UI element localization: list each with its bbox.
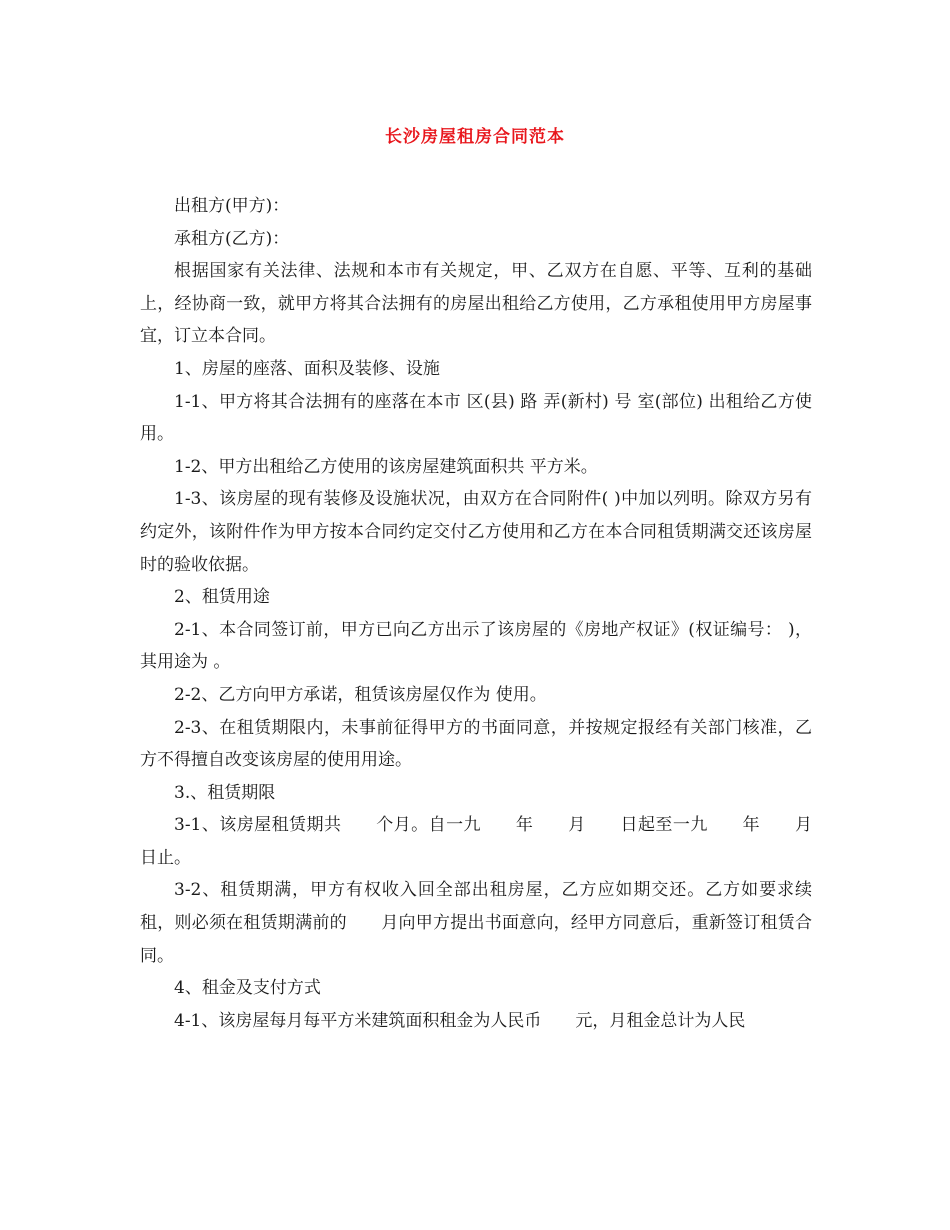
clause-2-3: 2-3、在租赁期限内，未事前征得甲方的书面同意，并按规定报经有关部门核准，乙方不得擅自改变该房屋的使用用途。: [140, 717, 812, 771]
clause-2-2: 2-2、乙方向甲方承诺，租赁该房屋仅作为 使用。: [174, 684, 547, 705]
section-heading-2: 2、租赁用途: [174, 587, 270, 608]
section-heading-3: 3.、租赁期限: [174, 782, 276, 803]
clause-1-3: 1-3、该房屋的现有装修及设施状况，由双方在合同附件( )中加以列明。除双方另有约定外，该附件作为甲方按本合同约定交付乙方使用和乙方在本合同租赁期满交还该房屋时的验收依据。: [140, 489, 812, 575]
clause-1-2: 1-2、甲方出租给乙方使用的该房屋建筑面积共 平方米。: [174, 456, 598, 477]
section-heading-4: 4、租金及支付方式: [174, 978, 321, 999]
clause-3-1: 3-1、该房屋租赁期共 个月。自一九 年 月 日起至一九 年 月 日止。: [140, 815, 846, 868]
document-body: [140, 190, 846, 1037]
clause-lessee: 承租方(乙方)：: [174, 228, 290, 249]
clause-3-2: 3-2、租赁期满，甲方有权收入回全部出租房屋，乙方应如期交还。乙方如要求续租，则必须在租赁期满前的 月向甲方提出书面意向，经甲方同意后，重新签订租赁合同。: [140, 880, 812, 966]
clause-1-1: 1-1、甲方将其合法拥有的座落在本市 区(县) 路 弄(新村) 号 室(部位) 出租给乙方使用。: [140, 391, 812, 445]
clause-4-1: 4-1、该房屋每月每平方米建筑面积租金为人民币 元，月租金总计为人民: [174, 1010, 746, 1031]
clause-lessor: 出租方(甲方)：: [174, 196, 290, 216]
clause-2-1: 2-1、本合同签订前，甲方已向乙方出示了该房屋的《房地产权证》(权证编号： )，其用途为 。: [140, 619, 812, 673]
section-heading-1: 1、房屋的座落、面积及装修、设施: [174, 358, 440, 379]
document-title: 长沙房屋租房合同范本: [385, 127, 565, 147]
clause-preamble: 根据国家有关法律、法规和本市有关规定，甲、乙双方在自愿、平等、互利的基础上，经协商一致，就甲方将其合法拥有的房屋出租给乙方使用，乙方承租使用甲方房屋事宜，订立本合同。: [140, 261, 812, 347]
